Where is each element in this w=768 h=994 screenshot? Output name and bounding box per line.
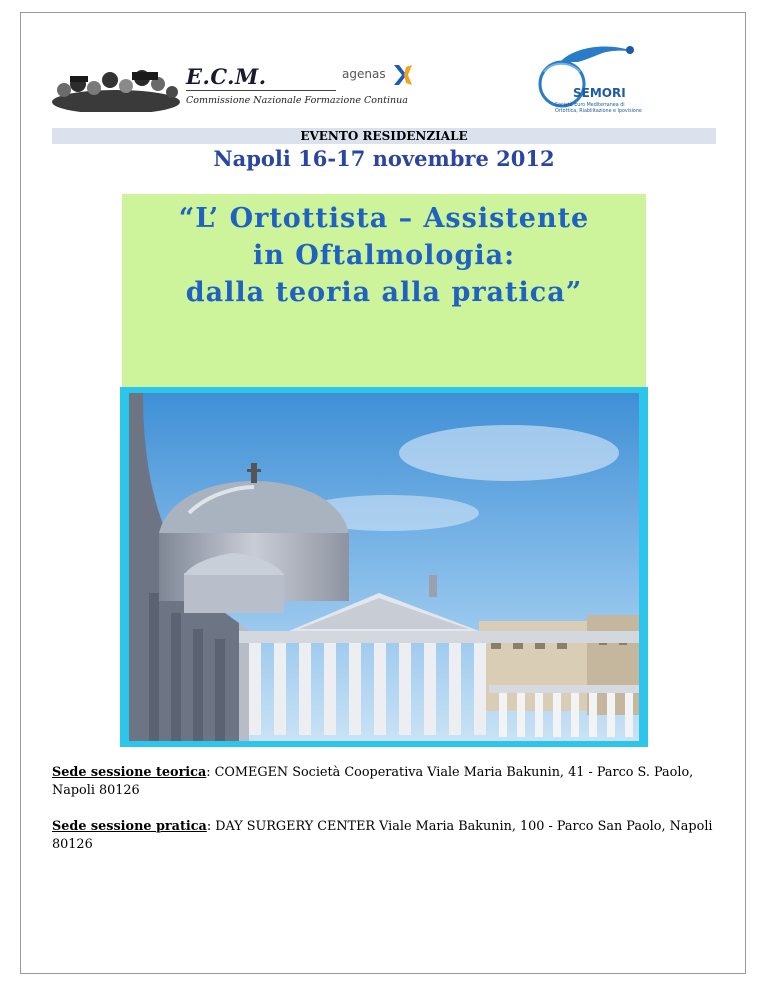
practice-venue-label: Sede sessione pratica (52, 819, 207, 834)
event-type: EVENTO RESIDENZIALE (300, 129, 468, 143)
ecm-title: E.C.M. (186, 64, 267, 89)
poster-title (122, 200, 646, 311)
theory-venue-label: Sede sessione teorica (52, 765, 207, 780)
theory-venue-text: : COMEGEN Società Cooperativa Viale Maria Bakunin, 41 - Parco S. Paolo, Napoli 80126 (52, 765, 694, 798)
poster-title-line-3: dalla teoria alla pratica” (185, 277, 583, 308)
semori-description: Società Euro Mediterranea di Ortottica, Riabilitazione e Ipovisione (555, 103, 642, 114)
event-date: Napoli 16-17 novembre 2012 (213, 146, 555, 171)
semori-name: SEMORI (573, 86, 626, 100)
poster-title-line-1: “L’ Ortottista – Assistente (178, 203, 590, 234)
practice-venue (52, 818, 732, 854)
agenas-logo-icon (392, 63, 414, 87)
theory-venue (52, 764, 732, 800)
agenas-logo-text: agenas (342, 67, 386, 81)
practice-venue-text: : DAY SURGERY CENTER Viale Maria Bakunin, 100 - Parco San Paolo, Napoli 80126 (52, 819, 713, 852)
ecm-subtitle: Commissione Nazionale Formazione Continua (186, 95, 408, 106)
ecm-divider (186, 90, 336, 91)
basilica-photo (129, 393, 639, 741)
ecm-logo-image (52, 68, 180, 112)
poster-title-line-2: in Oftalmologia: (252, 240, 516, 271)
